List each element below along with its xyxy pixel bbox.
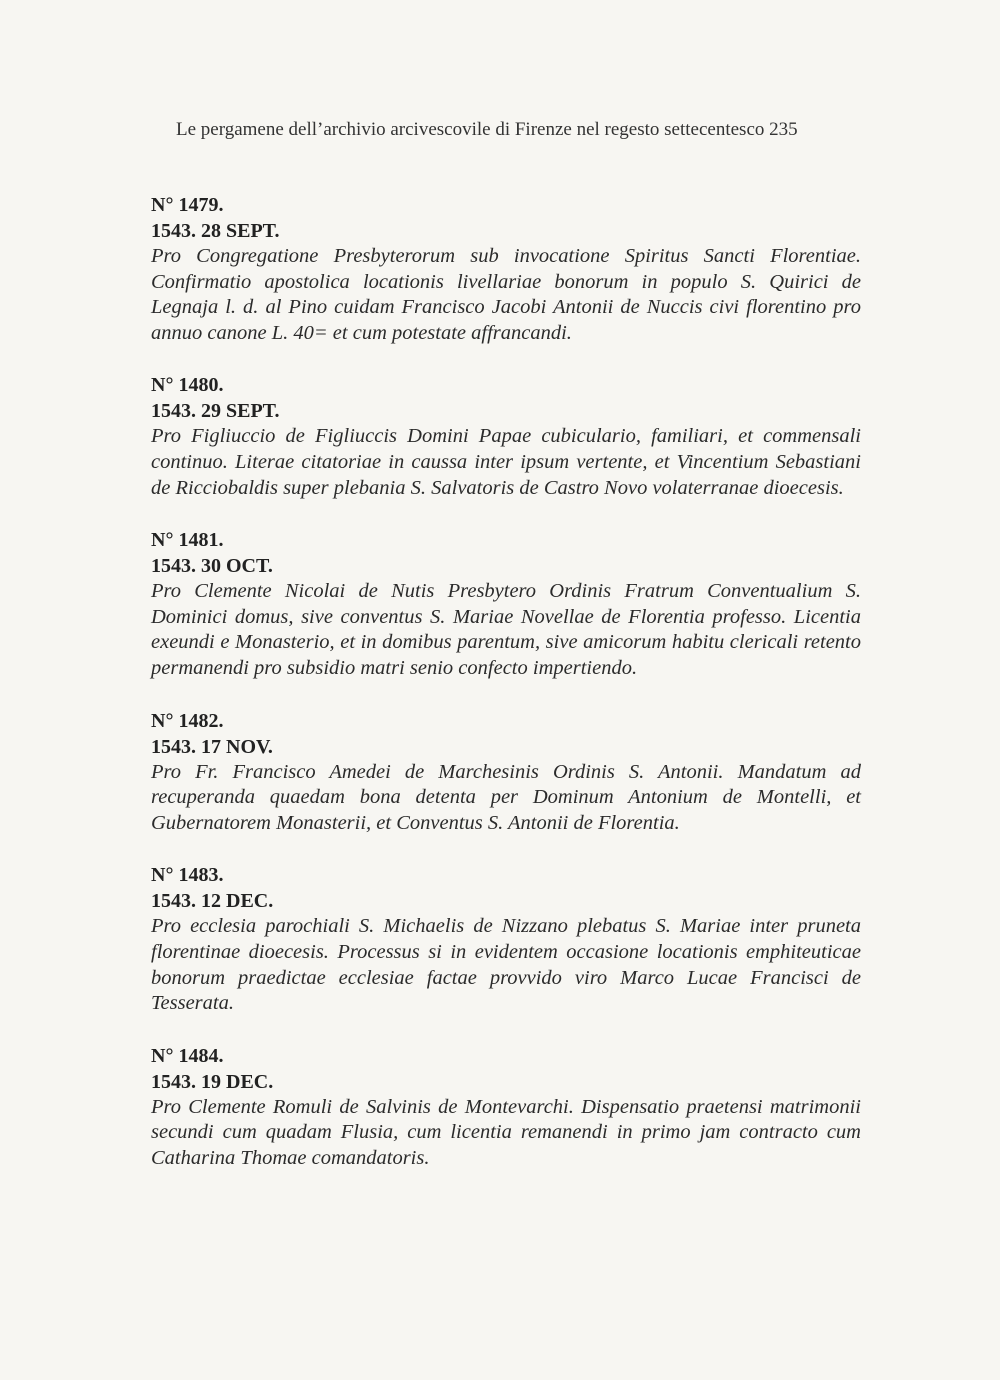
entry-1480: [151, 372, 861, 501]
entry-1482: [151, 708, 861, 837]
entry-1483: [151, 862, 861, 1016]
entry-1484: [151, 1043, 861, 1172]
entry-date: 1543. 17 NOV.: [151, 735, 273, 758]
entry-number: N° 1482.: [151, 709, 224, 732]
entry-text: Pro Clemente Romuli de Salvinis de Montevarchi. Dispensatio praetensi matrimonii secundi cum quadam Flusia, cum licentia remanendi in primo jam contracto cum Catharina Thomae comandatoris.: [151, 1095, 861, 1169]
running-title: Le pergamene dell’archivio arcivescovile di Firenze nel regesto settecentesco: [176, 119, 765, 140]
running-header: [176, 116, 856, 144]
entry-date: 1543. 12 DEC.: [151, 890, 274, 913]
page-number: 235: [769, 119, 798, 140]
entry-number: N° 1479.: [151, 194, 224, 216]
entry-text: Pro Figliuccio de Figliuccis Domini Papae cubiculario, familiari, et commensali continuo. Literae citatoriae in caussa inter ipsum vertente, et Vincentium Sebastiani de Ricciobaldis super plebania S. Salvatoris de Castro Novo volaterranae dioecesis.: [151, 425, 861, 499]
entry-number: N° 1483.: [151, 864, 224, 887]
entry-text: Pro ecclesia parochiali S. Michaelis de Nizzano plebatus S. Mariae inter pruneta florentinae dioecesis. Processus si in evidentem occasione locationis emphiteuticae bonorum praedictae ecclesiae factae provvido viro Marco Lucae Francisci de Tesserata.: [151, 915, 861, 1015]
entry-1479: [151, 192, 861, 346]
entry-date: 1543. 28 SEPT.: [151, 220, 280, 242]
entry-text: Pro Clemente Nicolai de Nutis Presbytero Ordinis Fratrum Conventualium S. Dominici domus, sive conventus S. Mariae Novellae de Florentia professo. Licentia exeundi e Monasterio, et in domibus parentum, sive amicorum habitu clericali retento permanendi pro subsidio matri senio confecto impertiendo.: [151, 580, 861, 679]
entry-number: N° 1481.: [151, 529, 224, 552]
entry-text: Pro Congregatione Presbyterorum sub invocatione Spiritus Sancti Florentiae. Confirmatio apostolica locationis livellariae bonorum in populo S. Quirici de Legnaja l. d. al Pino cuidam Francisco Jacobi Antonii de Nuccis civi florentino pro annuo canone L. 40= et cum potestate affrancandi.: [151, 245, 861, 344]
entry-text: Pro Fr. Francisco Amedei de Marchesinis Ordinis S. Antonii. Mandatum ad recuperanda quaedam bona detenta per Dominum Antonium de Montelli, et Gubernatorem Monasterii, et Conventus S. Antonii de Florentia.: [151, 760, 861, 834]
entry-date: 1543. 19 DEC.: [151, 1070, 274, 1093]
entry-1481: [151, 527, 861, 681]
entry-date: 1543. 29 SEPT.: [151, 400, 280, 423]
entry-number: N° 1480.: [151, 374, 224, 397]
entry-date: 1543. 30 OCT.: [151, 555, 273, 578]
regesto-entries: [151, 192, 861, 1197]
entry-number: N° 1484.: [151, 1044, 224, 1067]
